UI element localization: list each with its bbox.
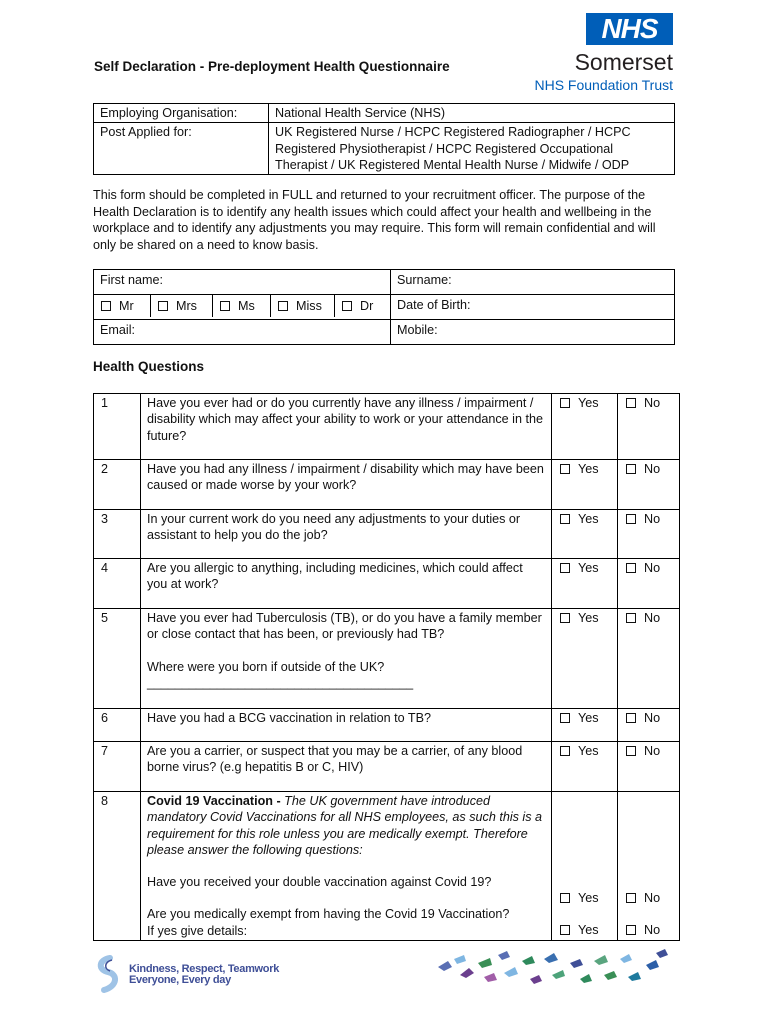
dob-field[interactable] [391,295,675,320]
no-option[interactable] [618,510,680,559]
nhs-logo [586,13,673,45]
covid-vaccinated-question: Have you received your double vaccination against Covid 19? [147,875,492,890]
form-title: Self Declaration - Pre-deployment Health Questionnaire [94,59,450,74]
covid-heading: Covid 19 Vaccination - [147,794,281,808]
covid-intro [147,793,545,858]
no-option[interactable] [618,394,680,460]
question-text: Have you had a BCG vaccination in relation to TB? [141,709,552,742]
first-name-field[interactable] [94,270,391,295]
no-option[interactable] [626,922,673,938]
surname-field[interactable] [391,270,675,295]
mobile-label: Mobile: [397,323,438,337]
question-number: 1 [94,394,141,460]
checkbox-icon[interactable] [560,893,570,903]
checkbox-icon[interactable] [626,746,636,756]
checkbox-icon[interactable] [342,301,352,311]
question-number: 5 [94,609,141,709]
checkbox-icon[interactable] [626,398,636,408]
no-label: No [644,560,661,575]
health-questions-heading: Health Questions [93,359,205,374]
no-label: No [644,461,661,476]
title-option-ms[interactable] [213,295,271,317]
table-row [94,295,675,320]
checkbox-icon[interactable] [626,563,636,573]
checkbox-icon[interactable] [626,893,636,903]
question-number: 3 [94,510,141,559]
checkbox-icon[interactable] [626,925,636,935]
checkbox-icon[interactable] [560,563,570,573]
question-number: 6 [94,709,141,742]
no-option[interactable] [618,460,680,510]
title-label: Mrs [176,299,197,313]
yes-label: Yes [578,461,599,476]
yes-label: Yes [578,395,599,410]
covid-exempt-question: Are you medically exempt from having the Covid 19 Vaccination? [147,907,510,922]
no-label: No [644,511,661,526]
yes-options [552,792,618,941]
no-label: No [644,922,661,937]
table-row [94,320,675,345]
title-option-mr[interactable] [94,295,151,317]
title-options [94,295,391,320]
personal-details-table [93,269,675,345]
nhs-logo-text: NHS [601,13,658,44]
birds-decoration-icon [434,945,674,1000]
checkbox-icon[interactable] [560,613,570,623]
no-option[interactable] [618,709,680,742]
question-text: Have you had any illness / impairment / disability which may have been caused or made worse by your work? [141,460,552,510]
no-label: No [644,743,661,758]
covid-exempt-details-label: If yes give details: [147,923,248,938]
question-row [94,460,680,510]
dob-label: Date of Birth: [397,298,471,312]
table-row [94,270,675,295]
yes-option[interactable] [552,394,618,460]
question-number: 4 [94,559,141,609]
title-label: Dr [360,299,374,313]
no-option[interactable] [626,890,673,906]
yes-label: Yes [578,610,599,625]
title-option-mrs[interactable] [151,295,213,317]
yes-label: Yes [578,560,599,575]
intro-paragraph: This form should be completed in FULL and returned to your recruitment officer. The purpose of the Health Declaration is to identify any health issues which could affect your health and wellbeing in the workplace and to identify any adjustments you may require. This form will remain confidential and will only be shared on a need to know basis. [93,188,656,252]
checkbox-icon[interactable] [560,514,570,524]
yes-label: Yes [578,922,599,937]
no-label: No [644,890,661,905]
question-row [94,559,680,609]
checkbox-icon[interactable] [626,514,636,524]
yes-label: Yes [578,890,599,905]
checkbox-icon[interactable] [560,925,570,935]
checkbox-icon[interactable] [626,464,636,474]
birthplace-question: Where were you born if outside of the UK? [147,659,385,674]
no-label: No [644,610,661,625]
checkbox-icon[interactable] [626,613,636,623]
no-label: No [644,395,661,410]
yes-option[interactable] [552,709,618,742]
question-row [94,510,680,559]
no-label: No [644,710,661,725]
question-number: 8 [94,792,141,941]
question-row [94,394,680,460]
values-line-2: Everyone, Every day [129,974,231,986]
checkbox-icon[interactable] [560,464,570,474]
question-number: 7 [94,742,141,792]
checkbox-icon[interactable] [626,713,636,723]
checkbox-icon[interactable] [560,746,570,756]
yes-label: Yes [578,511,599,526]
no-option[interactable] [618,559,680,609]
checkbox-icon[interactable] [101,301,111,311]
no-option[interactable] [618,742,680,792]
mobile-field[interactable] [391,320,675,345]
health-questions-table [93,393,680,941]
table-row [94,123,675,175]
question-text: Have you ever had Tuberculosis (TB), or do you have a family member or close contact that has been, or previously had TB? [147,611,542,642]
question-row [94,792,680,941]
title-option-miss[interactable] [271,295,335,317]
org-name: Somerset [574,49,673,75]
birthplace-answer-line[interactable]: ______________________________________ [147,675,414,690]
question-row [94,742,680,792]
question-cell [141,609,552,709]
question-text: Are you a carrier, or suspect that you may be a carrier, of any blood borne virus? (e.g hepatitis B or C, HIV) [141,742,552,792]
covid-notice: The UK government have introduced mandatory Covid Vaccinations for all NHS employees, as such this is a requirement for this role unless you are medically exempt. Therefore please answer the following questions: [147,794,543,857]
surname-label: Surname: [397,273,452,287]
post-applied-value: UK Registered Nurse / HCPC Registered Radiographer / HCPC Registered Physiotherapist / HCPC Registered Occupational Therapist / UK Registered Mental Health Nurse / Midwife / ODP [269,123,675,175]
yes-option[interactable] [552,559,618,609]
values-line-1: Kindness, Respect, Teamwork [129,963,280,975]
yes-option[interactable] [560,890,611,906]
yes-label: Yes [578,710,599,725]
question-text: In your current work do you need any adjustments to your duties or assistant to help you do the job? [141,510,552,559]
yes-option[interactable] [552,460,618,510]
yes-option[interactable] [560,922,611,938]
question-cell [141,792,552,941]
yes-option[interactable] [552,510,618,559]
question-row [94,609,680,709]
org-subtitle: NHS Foundation Trust [534,77,673,93]
post-applied-label: Post Applied for: [94,123,269,175]
first-name-label: First name: [100,273,163,287]
checkbox-icon[interactable] [560,713,570,723]
no-option[interactable] [618,609,680,709]
question-text: Are you allergic to anything, including medicines, which could affect you at work? [141,559,552,609]
no-options [618,792,680,941]
employing-organisation-value: National Health Service (NHS) [269,104,675,123]
question-number: 2 [94,460,141,510]
checkbox-icon[interactable] [158,301,168,311]
title-label: Ms [238,299,255,313]
checkbox-icon[interactable] [278,301,288,311]
yes-label: Yes [578,743,599,758]
post-table [93,103,675,175]
question-row [94,709,680,742]
title-label: Mr [119,299,134,313]
email-label: Email: [100,323,135,337]
yes-option[interactable] [552,609,618,709]
checkbox-icon[interactable] [220,301,230,311]
yes-option[interactable] [552,742,618,792]
title-label: Miss [296,299,322,313]
table-row [94,104,675,123]
question-text: Have you ever had or do you currently have any illness / impairment / disability which may affect your ability to work or your attendance in the future? [141,394,552,460]
employing-organisation-label: Employing Organisation: [94,104,269,123]
title-option-dr[interactable] [335,295,387,317]
checkbox-icon[interactable] [560,398,570,408]
email-field[interactable] [94,320,391,345]
